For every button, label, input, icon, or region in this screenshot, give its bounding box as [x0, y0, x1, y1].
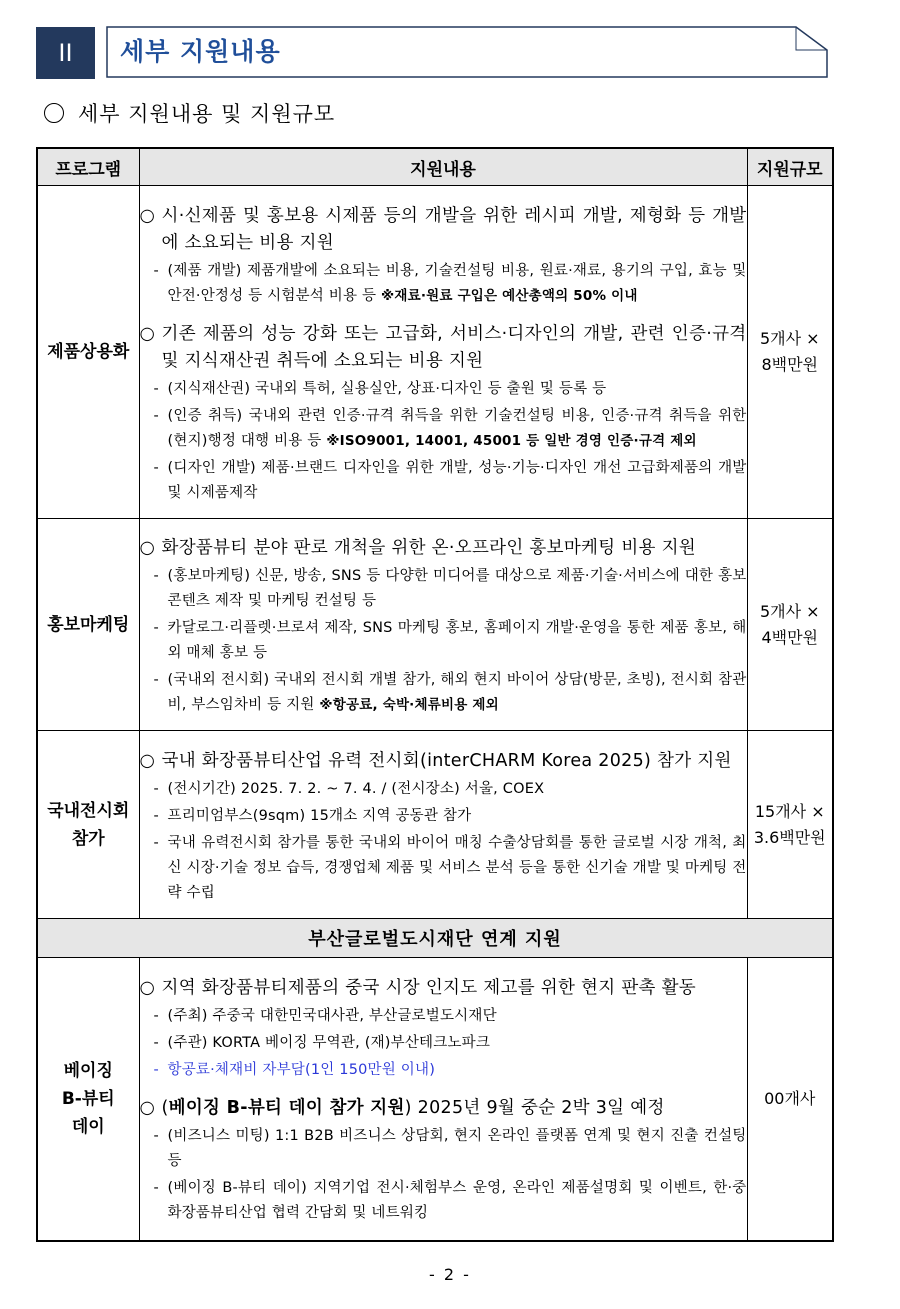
sub-item-highlight: - 항공료·체재비 자부담(1인 150만원 이내): [153, 1062, 436, 1079]
program-cell: [37, 958, 139, 1241]
section-title-box: [106, 26, 828, 78]
program-name: 제품상용화: [47, 342, 130, 362]
main-item-text: 국내 화장품뷰티산업 유력 전시회(interCHARM Korea 2025) 참가 지원: [161, 750, 732, 771]
table-header-row: [37, 148, 833, 186]
main-item-bold: 베이징 B-뷰티 데이 참가 지원: [168, 1098, 405, 1119]
sub-item: - (지식재산권) 국내외 특허, 실용실안, 상표·디자인 등 출원 및 등록 등: [153, 380, 607, 397]
scale-line: 00개사: [764, 1088, 816, 1108]
note-text: ※재료·원료 구입은 예산총액의 50% 이내: [381, 287, 638, 304]
sub-item-text: 항공료·체재비 자부담(1인 150만원 이내): [167, 1062, 436, 1079]
program-cell: [37, 186, 139, 519]
main-item: ○ 기존 제품의 성능 강화 또는 고급화, 서비스·디자인의 개발, 관련 인증·규격 및 지식재산권 취득에 소요되는 비용 지원: [139, 323, 747, 371]
scale-line: 5개사 ×: [759, 601, 820, 621]
sub-item-text: 국내 유력전시회 참가를 통한 국내외 바이어 매칭 수출상담회를 통한 글로벌 시장 개척, 최신 시장·기술 정보 습득, 경쟁업체 제품 및 서비스 분석 등을 통한 신기술 개발 및 마케팅 전략 수립: [167, 834, 747, 901]
sub-item: - 카달로그·리플렛·브로셔 제작, SNS 마케팅 홍보, 홈페이지 개발·운영을 통한 제품 홍보, 해외 매체 홍보 등: [153, 620, 747, 661]
section-number: II: [36, 27, 95, 79]
scale-line: 15개사 ×: [754, 801, 825, 821]
sub-item: - (디자인 개발) 제품·브랜드 디자인을 위한 개발, 성능·기능·디자인 개선 고급화제품의 개발 및 시제품제작: [153, 459, 747, 501]
sub-item: - (국내외 전시회) 국내외 전시회 개별 참가, 해외 현지 바이어 상담(방문, 초빙), 전시회 참관비, 부스임차비 등 지원 ※항공료, 숙박·체류비용 제외: [153, 672, 747, 713]
header-content: 지원내용: [139, 148, 747, 186]
sub-item: - (베이징 B-뷰티 데이) 지역기업 전시·체험부스 운영, 온라인 제품설명회 및 이벤트, 한·중 화장품뷰티산업 협력 간담회 및 네트워킹: [153, 1180, 747, 1222]
sub-item-text: 프리미엄부스(9sqm) 15개소 지역 공동관 참가: [167, 807, 472, 824]
content-cell: [139, 186, 747, 519]
sub-item: - 국내 유력전시회 참가를 통한 국내외 바이어 매칭 수출상담회를 통한 글로벌 시장 개척, 최신 시장·기술 정보 습득, 경쟁업체 제품 및 서비스 분석 등을 통한 신기술 개발 및 마케팅 전략 수립: [153, 834, 747, 901]
program-cell: [37, 519, 139, 731]
main-item: ○ (베이징 B-뷰티 데이 참가 지원) 2025년 9월 중순 2박 3일 예정: [139, 1098, 665, 1119]
section-title: 세부 지원내용: [120, 37, 281, 66]
table-row: [37, 958, 833, 1241]
note-text: ※ISO9001, 14001, 45001 등 일반 경영 인증·규격 제외: [326, 432, 697, 449]
sub-item-text: (디자인 개발) 제품·브랜드 디자인을 위한 개발, 성능·기능·디자인 개선 고급화제품의 개발 및 시제품제작: [167, 459, 747, 501]
main-item-text: 지역 화장품뷰티제품의 중국 시장 인지도 제고를 위한 현지 판촉 활동: [161, 978, 697, 999]
scale-line: 3.6백만원: [753, 827, 826, 847]
content-cell: [139, 958, 747, 1241]
sub-item: - (비즈니스 미팅) 1:1 B2B 비즈니스 상담회, 현지 온라인 플랫폼 연계 및 현지 진출 컨설팅 등: [153, 1128, 747, 1170]
band-row: [37, 919, 833, 958]
sub-item: - (전시기간) 2025. 7. 2. ~ 7. 4. / (전시장소) 서울, COEX: [153, 780, 545, 797]
main-item-text: 기존 제품의 성능 강화 또는 고급화, 서비스·디자인의 개발, 관련 인증·규격 및 지식재산권 취득에 소요되는 비용 지원: [161, 323, 747, 371]
main-item: ○ 시·신제품 및 홍보용 시제품 등의 개발을 위한 레시피 개발, 제형화 등 개발에 소요되는 비용 지원: [139, 205, 747, 253]
sub-item-text: (국내외 전시회) 국내외 전시회 개별 참가, 해외 현지 바이어 상담(방문, 초빙), 전시회 참관비, 부스임차비 등 지원: [167, 672, 747, 713]
sub-item-text: (주관) KORTA 베이징 무역관, (재)부산테크노파크: [167, 1035, 491, 1052]
scale-cell: [747, 186, 833, 519]
sub-item-text: 카달로그·리플렛·브로셔 제작, SNS 마케팅 홍보, 홈페이지 개발·운영을 통한 제품 홍보, 해외 매체 홍보 등: [167, 620, 747, 661]
program-name-line: 국내전시회: [47, 800, 130, 821]
main-item-text: 화장품뷰티 분야 판로 개척을 위한 온·오프라인 홍보마케팅 비용 지원: [161, 538, 697, 558]
table-row: [37, 186, 833, 519]
content-cell: [139, 731, 747, 919]
main-item: ○ 지역 화장품뷰티제품의 중국 시장 인지도 제고를 위한 현지 판촉 활동: [139, 978, 697, 999]
program-cell: [37, 731, 139, 919]
header-scale: 지원규모: [747, 148, 833, 186]
circle-bullet-icon: [44, 103, 64, 123]
sub-item: - (주최) 주중국 대한민국대사관, 부산글로벌도시재단: [153, 1008, 497, 1025]
sub-item: - 프리미엄부스(9sqm) 15개소 지역 공동관 참가: [153, 807, 472, 824]
scale-cell: [747, 519, 833, 731]
sub-item-text: (주최) 주중국 대한민국대사관, 부산글로벌도시재단: [167, 1008, 497, 1025]
program-name-line: B-뷰티: [61, 1088, 115, 1109]
main-item: ○ 화장품뷰티 분야 판로 개척을 위한 온·오프라인 홍보마케팅 비용 지원: [139, 538, 697, 558]
sub-item: - (제품 개발) 제품개발에 소요되는 비용, 기술컨설팅 비용, 원료·재료, 용기의 구입, 효능 및 안전·안정성 등 시험분석 비용 등 ※재료·원료 구입은 예산총액의 50% 이내: [153, 262, 747, 304]
band-title: 부산글로벌도시재단 연계 지원: [37, 919, 833, 958]
sub-item-text: (제품 개발) 제품개발에 소요되는 비용, 기술컨설팅 비용, 원료·재료, 용기의 구입, 효능 및 안전·안정성 등 시험분석 비용 등: [167, 262, 747, 304]
sub-item-text: (베이징 B-뷰티 데이) 지역기업 전시·체험부스 운영, 온라인 제품설명회 및 이벤트, 한·중 화장품뷰티산업 협력 간담회 및 네트워킹: [167, 1180, 747, 1222]
program-name-line: 베이징: [63, 1060, 113, 1081]
sub-item-text: (인증 취득) 국내외 관련 인증·규격 취득을 위한 기술컨설팅 비용, 인증·규격 취득을 위한 (현지)행정 대행 비용 등: [167, 407, 747, 449]
sub-item-text: (비즈니스 미팅) 1:1 B2B 비즈니스 상담회, 현지 온라인 플랫폼 연계 및 현지 진출 컨설팅 등: [167, 1128, 747, 1170]
sub-item-text: (지식재산권) 국내외 특허, 실용실안, 상표·디자인 등 출원 및 등록 등: [167, 380, 607, 397]
main-item-text: 시·신제품 및 홍보용 시제품 등의 개발을 위한 레시피 개발, 제형화 등 개발에 소요되는 비용 지원: [161, 205, 747, 253]
program-name: 홍보마케팅: [47, 614, 130, 635]
sub-item: - (주관) KORTA 베이징 무역관, (재)부산테크노파크: [153, 1035, 491, 1052]
header-program: 프로그램: [37, 148, 139, 186]
note-text: ※항공료, 숙박·체류비용 제외: [319, 697, 499, 713]
program-name-line: 참가: [71, 828, 105, 849]
table-row: [37, 731, 833, 919]
sub-item: - (홍보마케팅) 신문, 방송, SNS 등 다양한 미디어를 대상으로 제품·기술·서비스에 대한 홍보 콘텐츠 제작 및 마케팅 컨설팅 등: [153, 568, 747, 609]
sub-item-text: (전시기간) 2025. 7. 2. ~ 7. 4. / (전시장소) 서울, COEX: [167, 780, 545, 797]
main-item: ○ 국내 화장품뷰티산업 유력 전시회(interCHARM Korea 2025) 참가 지원: [139, 750, 732, 771]
scale-cell: [747, 731, 833, 919]
main-item-text: ) 2025년 9월 중순 2박 3일 예정: [404, 1098, 665, 1119]
support-table: [36, 147, 834, 1242]
content-cell: [139, 519, 747, 731]
subheading: [44, 98, 335, 128]
scale-line: 4백만원: [761, 627, 819, 647]
sub-item-text: (홍보마케팅) 신문, 방송, SNS 등 다양한 미디어를 대상으로 제품·기술·서비스에 대한 홍보 콘텐츠 제작 및 마케팅 컨설팅 등: [167, 568, 747, 609]
table-row: [37, 519, 833, 731]
scale-line: 5개사 ×: [759, 329, 820, 348]
subheading-text: 세부 지원내용 및 지원규모: [78, 102, 336, 126]
page-number: - 2 -: [429, 1265, 471, 1284]
sub-item: - (인증 취득) 국내외 관련 인증·규격 취득을 위한 기술컨설팅 비용, 인증·규격 취득을 위한 (현지)행정 대행 비용 등 ※ISO9001, 14001, 45001 등 일반 경영 인증·규격 제외: [153, 407, 747, 449]
scale-cell: [747, 958, 833, 1241]
program-name-line: 데이: [71, 1116, 105, 1137]
scale-line: 8백만원: [761, 355, 819, 374]
